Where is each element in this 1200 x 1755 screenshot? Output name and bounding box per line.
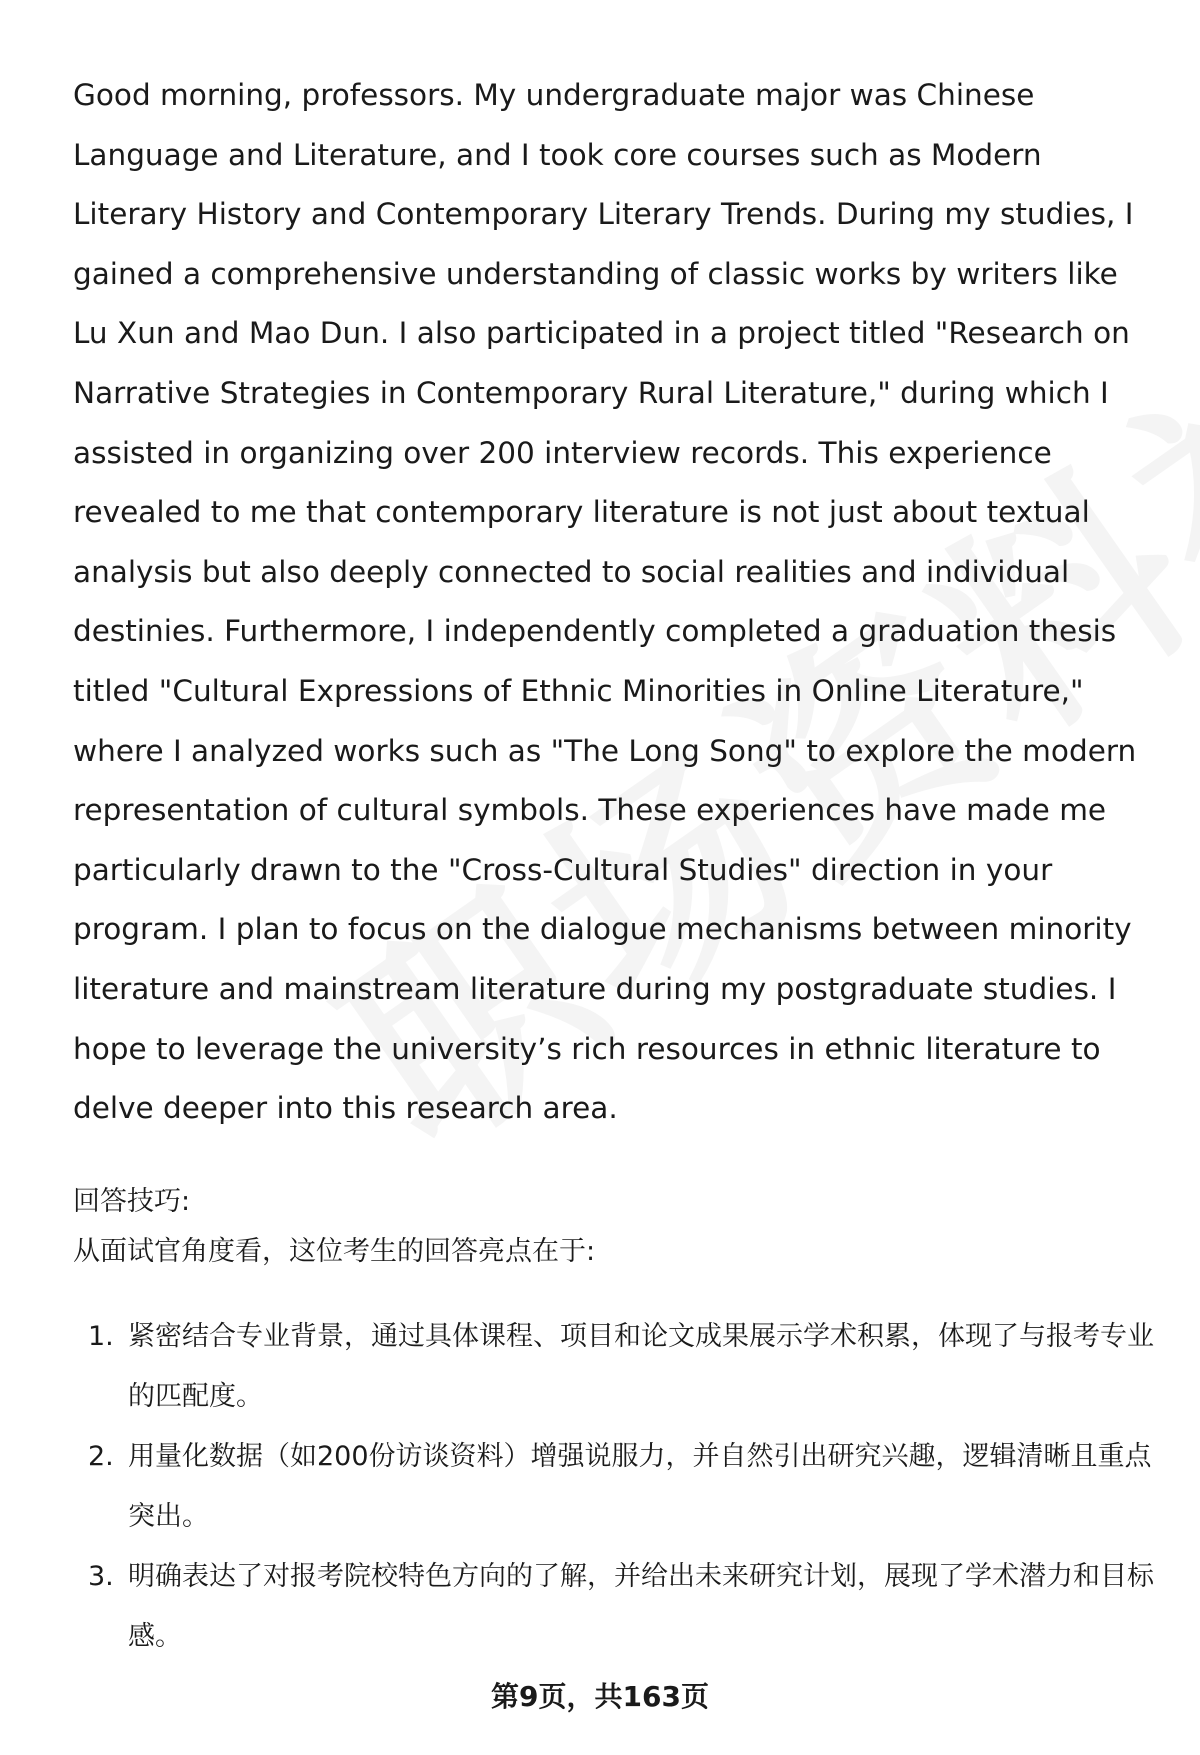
list-item [73,1307,1158,1427]
tips-list [73,1307,1158,1667]
tips-intro: 从面试官角度看，这位考生的回答亮点在于: [73,1235,596,1267]
page-number: 第9页，共163页 [491,1680,709,1713]
list-item [73,1427,1158,1547]
list-text: 紧密结合专业背景，通过具体课程、项目和论文成果展示学术积累，体现了与报考专业的匹配度。 [128,1320,1154,1412]
list-item [73,1547,1158,1667]
answer-paragraph: Good morning, professors. My undergraduate major was Chinese Language and Literature, and I took core courses such as Modern Literary History and Contemporary Literary Trends. During my studies, I gained a comprehensive understanding of classic works by writers like Lu Xun and Mao Dun. I also participated in a project titled "Research on Narrative Strategies in Contemporary Rural Literature," during which I assisted in organizing over 200 interview records. This experience revealed to me that contemporary literature is not just about textual analysis but also deeply connected to social realities and individual destinies. Furthermore, I independently completed a graduation thesis titled "Cultural Expressions of Ethnic Minorities in Online Literature," where I analyzed works such as "The Long Song" to explore the modern representation of cultural symbols. These experiences have made me particularly drawn to the "Cross-Cultural Studies" direction in your program. I plan to focus on the dialogue mechanisms between minority literature and mainstream literature during my postgraduate studies. I hope to leverage the university’s rich resources in ethnic literature to delve deeper into this research area. [73,78,1137,1126]
list-text: 明确表达了对报考院校特色方向的了解，并给出未来研究计划，展现了学术潜力和目标感。 [128,1560,1154,1652]
list-number: 1. [88,1320,114,1352]
document-page [73,66,1158,1667]
list-number: 2. [88,1440,114,1472]
list-text: 用量化数据（如200份访谈资料）增强说服力，并自然引出研究兴趣，逻辑清晰且重点突出。 [128,1440,1152,1532]
tips-title: 回答技巧: [73,1185,191,1217]
list-number: 3. [88,1560,114,1592]
